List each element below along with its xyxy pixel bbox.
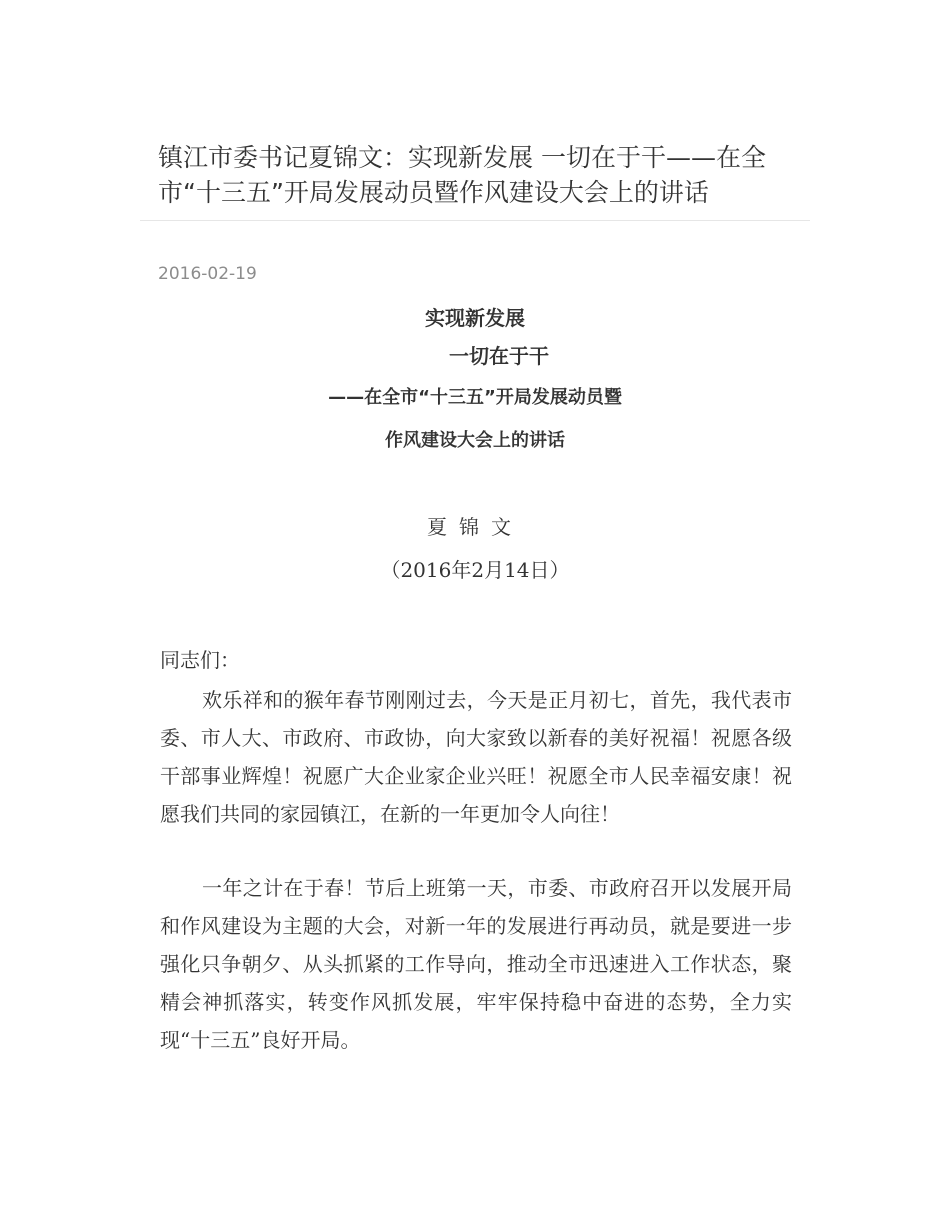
salutation: 同志们：	[160, 648, 240, 672]
headline-divider	[140, 220, 810, 221]
body-paragraph-1: 欢乐祥和的猴年春节刚刚过去，今天是正月初七，首先，我代表市委、市人大、市政府、市政协，向大家致以新春的美好祝福！祝愿各级干部事业辉煌！祝愿广大企业家企业兴旺！祝愿全市人民幸福安康！祝愿我们共同的家园镇江，在新的一年更加令人向往！	[160, 688, 792, 826]
body-paragraph-2: 一年之计在于春！节后上班第一天，市委、市政府召开以发展开局和作风建设为主题的大会，对新一年的发展进行再动员，就是要进一步强化只争朝夕、从头抓紧的工作导向，推动全市迅速进入工作状态，聚精会神抓落实，转变作风抓发展，牢牢保持稳中奋进的态势，全力实现“十三五”良好开局。	[160, 876, 792, 1052]
speech-author: 夏锦文	[427, 515, 523, 539]
speech-title-line-2: 一切在于干	[449, 344, 549, 368]
article-headline: 镇江市委书记夏锦文：实现新发展 一切在于干——在全市“十三五”开局发展动员暨作风建设大会上的讲话	[158, 143, 766, 207]
speech-date: （2016年2月14日）	[380, 558, 570, 582]
publish-date: 2016-02-19	[158, 264, 257, 284]
speech-subtitle-line-2: 作风建设大会上的讲话	[385, 430, 565, 451]
speech-subtitle-line-1: ——在全市“十三五”开局发展动员暨	[328, 387, 622, 408]
speech-title-line-1: 实现新发展	[425, 306, 525, 330]
